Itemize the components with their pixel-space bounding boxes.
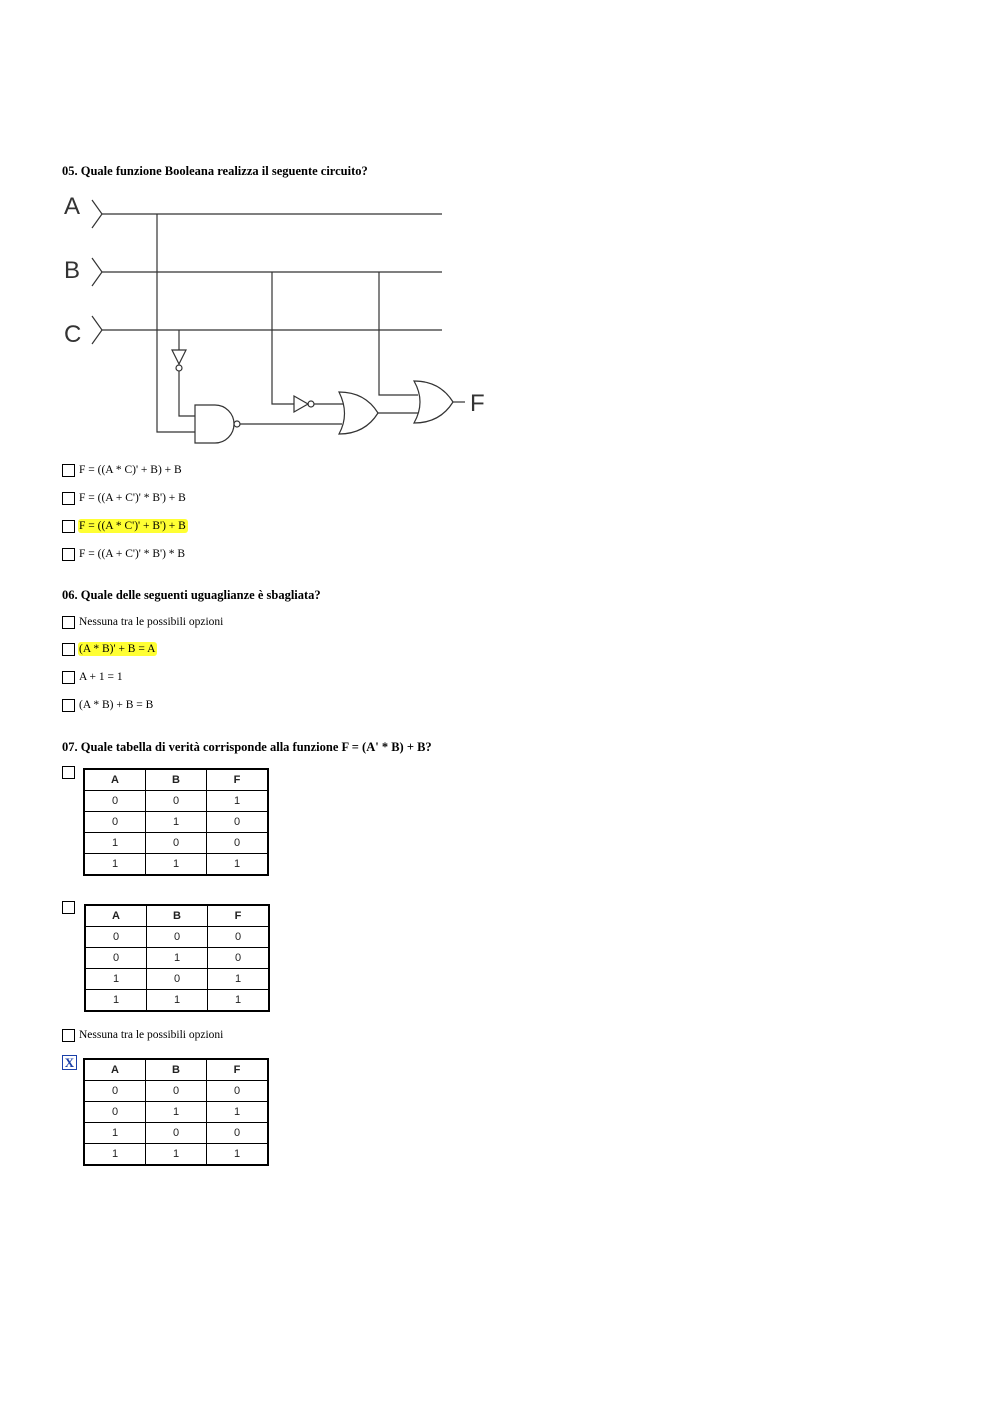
cell: 0 xyxy=(146,791,207,812)
header-a: A xyxy=(84,1059,146,1081)
cell: 0 xyxy=(84,791,146,812)
q06-option-4[interactable] xyxy=(62,697,155,713)
header-a: A xyxy=(84,769,146,791)
cell: 1 xyxy=(208,969,270,990)
cell: 1 xyxy=(146,812,207,833)
table-row xyxy=(84,854,268,876)
not-gate-c-bubble xyxy=(176,365,182,371)
input-a-chevron xyxy=(92,200,102,228)
table-row xyxy=(84,1081,268,1102)
cell: 0 xyxy=(146,833,207,854)
input-c-label: C xyxy=(64,321,82,348)
cell: 1 xyxy=(207,854,269,876)
q07-truth-table-1 xyxy=(83,768,269,876)
cell: 1 xyxy=(147,990,208,1012)
q05-option-4[interactable] xyxy=(62,546,187,562)
cell: 1 xyxy=(146,1144,207,1166)
cell: 0 xyxy=(208,948,270,969)
option-label: (A * B) + B = B xyxy=(79,699,154,711)
option-label: Nessuna tra le possibili opzioni xyxy=(79,1029,224,1041)
cell: 1 xyxy=(207,1102,269,1123)
q07-table-3-checkbox-checked[interactable]: X xyxy=(62,1055,77,1070)
table-row xyxy=(84,812,268,833)
wire-b-tap-1 xyxy=(272,272,294,404)
q05-option-1[interactable] xyxy=(62,462,184,478)
header-a: A xyxy=(85,905,147,927)
cell: 0 xyxy=(147,927,208,948)
cell: 0 xyxy=(208,927,270,948)
cell: 1 xyxy=(85,969,147,990)
q05-option-2[interactable] xyxy=(62,490,188,506)
table-row xyxy=(85,969,269,990)
checkbox[interactable] xyxy=(62,548,75,561)
q07-option-none[interactable] xyxy=(62,1027,225,1043)
wire-not-c-to-and xyxy=(179,371,195,416)
option-label-highlighted: F = ((A * C')' + B') + B xyxy=(79,520,186,532)
cell: 0 xyxy=(146,1081,207,1102)
cell: 1 xyxy=(147,948,208,969)
input-a-label: A xyxy=(64,193,81,220)
checkbox[interactable] xyxy=(62,1029,75,1042)
q07-truth-table-2 xyxy=(84,904,270,1012)
q07-truth-table-3 xyxy=(83,1058,269,1166)
table-row xyxy=(85,990,269,1012)
input-b-chevron xyxy=(92,258,102,286)
header-b: B xyxy=(146,769,207,791)
question-07-title: 07. Quale tabella di verità corrisponde alla funzione F = (A' * B) + B? xyxy=(62,740,432,754)
nand-bubble xyxy=(234,421,240,427)
question-06-title: 06. Quale delle seguenti uguaglianze è sbagliata? xyxy=(62,588,321,602)
or-gate-1 xyxy=(339,392,378,434)
cell: 1 xyxy=(84,1144,146,1166)
q06-option-1[interactable] xyxy=(62,614,225,630)
header-f: F xyxy=(207,1059,269,1081)
checkbox[interactable] xyxy=(62,616,75,629)
option-label: F = ((A + C')' * B') * B xyxy=(79,548,186,560)
cell: 0 xyxy=(85,948,147,969)
checkbox[interactable] xyxy=(62,492,75,505)
q06-option-3[interactable] xyxy=(62,669,125,685)
q07-table-1-checkbox[interactable] xyxy=(62,766,75,779)
cell: 0 xyxy=(207,812,269,833)
checkbox[interactable] xyxy=(62,699,75,712)
header-b: B xyxy=(147,905,208,927)
input-b-label: B xyxy=(64,257,81,284)
logic-circuit-diagram xyxy=(60,188,500,450)
cell: 0 xyxy=(85,927,147,948)
or-gate-2 xyxy=(414,381,453,423)
cell: 0 xyxy=(146,1123,207,1144)
checkbox[interactable] xyxy=(62,643,75,656)
option-label: F = ((A + C')' * B') + B xyxy=(79,492,186,504)
option-label: A + 1 = 1 xyxy=(79,671,123,683)
cell: 1 xyxy=(208,990,270,1012)
table-row xyxy=(84,1144,268,1166)
output-f-label: F xyxy=(470,390,485,417)
cell: 0 xyxy=(84,812,146,833)
cell: 1 xyxy=(146,854,207,876)
cell: 0 xyxy=(207,1081,269,1102)
q07-table-2-checkbox[interactable] xyxy=(62,901,75,914)
cell: 1 xyxy=(207,791,269,812)
cell: 1 xyxy=(207,1144,269,1166)
wire-a-tap xyxy=(157,214,195,432)
checkbox[interactable] xyxy=(62,464,75,477)
table-row xyxy=(84,1102,268,1123)
cell: 1 xyxy=(146,1102,207,1123)
question-05-title: 05. Quale funzione Booleana realizza il seguente circuito? xyxy=(62,164,368,178)
table-row xyxy=(84,791,268,812)
not-gate-b xyxy=(294,396,308,412)
cell: 0 xyxy=(207,1123,269,1144)
table-row xyxy=(85,948,269,969)
cell: 1 xyxy=(84,833,146,854)
option-label-highlighted: (A * B)' + B = A xyxy=(79,643,156,655)
and-gate xyxy=(195,405,234,443)
checkbox[interactable] xyxy=(62,671,75,684)
header-f: F xyxy=(207,769,269,791)
table-row xyxy=(84,1123,268,1144)
cell: 0 xyxy=(147,969,208,990)
header-f: F xyxy=(208,905,270,927)
wire-b-tap-2 xyxy=(379,272,418,395)
table-row xyxy=(85,927,269,948)
cell: 1 xyxy=(85,990,147,1012)
cell: 0 xyxy=(84,1102,146,1123)
option-label: Nessuna tra le possibili opzioni xyxy=(79,616,224,628)
header-b: B xyxy=(146,1059,207,1081)
cell: 0 xyxy=(84,1081,146,1102)
option-label: F = ((A * C)' + B) + B xyxy=(79,464,182,476)
q05-option-3[interactable] xyxy=(62,518,188,534)
cell: 1 xyxy=(84,854,146,876)
input-c-chevron xyxy=(92,316,102,344)
cell: 0 xyxy=(207,833,269,854)
not-gate-c xyxy=(172,350,186,364)
checkbox[interactable] xyxy=(62,520,75,533)
cell: 1 xyxy=(84,1123,146,1144)
q06-option-2[interactable] xyxy=(62,641,157,657)
table-row xyxy=(84,833,268,854)
